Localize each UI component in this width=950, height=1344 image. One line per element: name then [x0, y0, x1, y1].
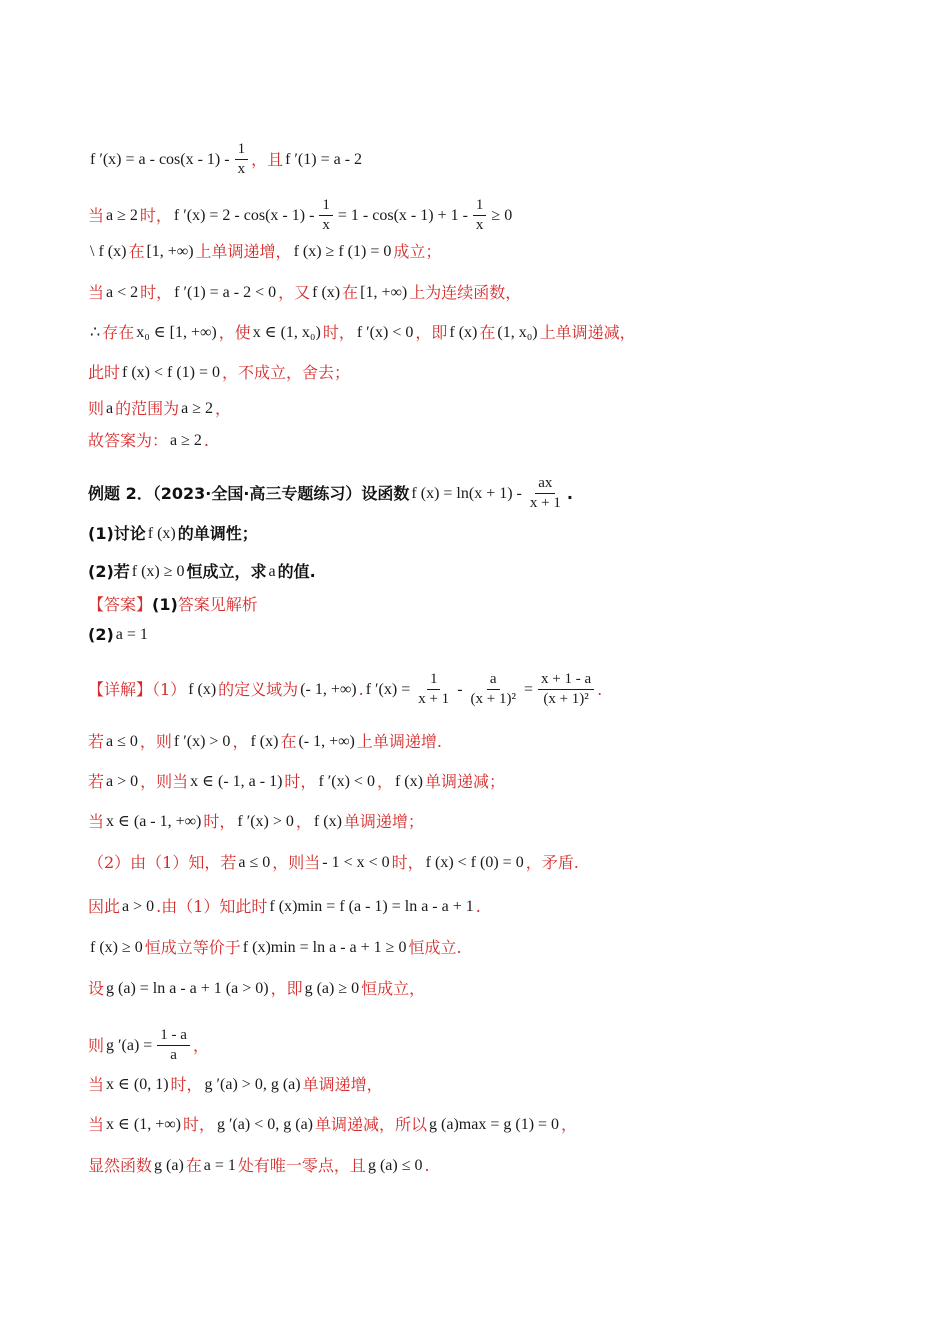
text: ，: [192, 1035, 209, 1055]
math: a ≥ 2: [106, 206, 138, 224]
g-increasing-line: [88, 1074, 383, 1096]
text: 恒成立.: [408, 938, 462, 957]
text: 上单调递增.: [356, 732, 442, 751]
math: a > 0: [106, 773, 139, 790]
text: ，又: [278, 283, 311, 302]
math: f ′(x) < 0: [318, 773, 375, 790]
text: 【答案】: [88, 595, 153, 614]
math: f ′(1) = a - 2 < 0: [174, 284, 277, 301]
text: 处有唯一零点，且: [237, 1156, 366, 1175]
math: f ′(x) > 0: [237, 813, 294, 830]
text: 单调递增，: [302, 1075, 383, 1094]
text: 时，: [140, 283, 173, 302]
answer-2-line: [88, 624, 150, 646]
math: x ∈ (0, 1): [106, 1076, 169, 1093]
text: 时，: [139, 205, 172, 225]
math: \: [90, 243, 95, 260]
math: a < 2: [106, 284, 139, 301]
math: a ≤ 0: [106, 733, 138, 750]
text: 若: [88, 772, 105, 791]
math: f (x) ≥ 0: [90, 939, 143, 956]
text: ，即: [270, 979, 303, 998]
math: f ′(1) = a - 2: [285, 150, 363, 168]
math: (- 1, +∞): [300, 680, 357, 698]
text: （2）由（1）知，若: [88, 853, 237, 872]
text: 恒成立，求: [186, 562, 267, 581]
math: f (x): [188, 680, 217, 698]
fraction: $\frac{1 - a}{a}$: [157, 1026, 190, 1065]
math: g (a)max = g (1) = 0: [429, 1116, 560, 1133]
math: x ∈ (a - 1, +∞): [106, 813, 202, 830]
text: 上单调递减，: [539, 323, 636, 342]
fraction: $\frac{x + 1 - a}{\text{(x + 1)²}}$: [538, 670, 594, 709]
text: .由（1）知此时: [156, 897, 268, 916]
text: 在: [342, 283, 359, 302]
math: x ∈ (1, x₀): [252, 324, 321, 341]
math: a ≤ 0: [238, 854, 271, 871]
case-a-le-0-line: [88, 731, 442, 753]
g-decreasing-line: [88, 1114, 577, 1136]
math: a ≥ 2: [170, 432, 202, 449]
text: ，: [232, 732, 249, 751]
math: f (x): [313, 813, 342, 830]
fraction: $\frac{ax}{x + 1}$: [529, 475, 561, 511]
text: (2)若: [88, 562, 130, 581]
math: f (x): [394, 773, 423, 790]
math: ∴: [90, 324, 101, 341]
text: 上单调递增，: [195, 242, 292, 261]
text: ，使: [218, 323, 251, 342]
minimum-line: [88, 896, 481, 918]
text: 时，: [322, 323, 355, 342]
fraction: $\frac{1}{x}$: [235, 140, 249, 179]
case-a-ge-2-line: [88, 196, 514, 235]
exists-x0-line: [88, 322, 636, 344]
text: 当: [88, 205, 105, 225]
math: f ′(x) =: [365, 680, 411, 698]
heading-text: 例题 2．（2023·全国·高三专题练习）设函数: [88, 483, 410, 503]
math: g (a): [154, 1157, 184, 1174]
heading-text: .: [566, 483, 573, 503]
math: f ′(x) = a - cos(x - 1) -: [90, 150, 230, 168]
fraction: $\frac{1}{x}$: [319, 196, 333, 235]
text: ，: [215, 399, 232, 418]
text: ，即: [415, 323, 448, 342]
define-g-line: [88, 978, 425, 1000]
math: f (x) < f (1) = 0: [122, 364, 221, 381]
math: =: [523, 680, 533, 698]
text: 答案见解析: [177, 595, 258, 614]
text: (1)讨论: [88, 524, 146, 543]
text: .: [597, 679, 603, 699]
detail-line: [88, 670, 602, 709]
math: f (x)min = f (a - 1) = ln a - a + 1: [269, 898, 474, 915]
text: 当: [88, 1075, 105, 1094]
text: 在: [479, 323, 496, 342]
text: 故答案为：: [88, 431, 169, 450]
math: [1, +∞): [360, 284, 408, 301]
increasing-part-line: [88, 811, 424, 833]
range-line: [88, 398, 231, 420]
text: 的值.: [277, 562, 316, 581]
conclusion-line: [88, 1155, 430, 1177]
text: 的范围为: [115, 399, 180, 418]
math: f (x) < f (0) = 0: [425, 854, 524, 871]
text: 单调递增；: [343, 812, 424, 831]
math: f ′(x) > 0: [173, 733, 231, 750]
math: f (x): [250, 733, 279, 750]
text: 单调递减；: [424, 772, 505, 791]
text: 时，: [170, 1075, 203, 1094]
math: a: [268, 563, 276, 580]
text: 此时: [88, 363, 121, 382]
text: 的定义域为: [218, 679, 299, 699]
derivative-line: [88, 140, 364, 179]
text: 时，: [182, 1115, 215, 1134]
text: 当: [88, 812, 105, 831]
math: ≥ 0: [491, 206, 513, 224]
text: 恒成立等价于: [144, 938, 241, 957]
text: .: [475, 897, 481, 916]
increasing-line: [88, 241, 441, 263]
case-a-lt-2-line: [88, 282, 521, 304]
math: a > 0: [122, 898, 155, 915]
text: 上为连续函数，: [409, 283, 522, 302]
fraction: $\frac{1}{x}$: [473, 196, 487, 235]
math: g (a) ≥ 0: [304, 980, 360, 997]
question-2: [88, 561, 316, 583]
math: a = 1: [203, 1157, 236, 1174]
math: f ′(x) < 0: [356, 324, 414, 341]
text: 当: [88, 283, 105, 302]
math: g ′(a) > 0, g (a): [204, 1076, 301, 1093]
math: x₀ ∈ [1, +∞): [136, 324, 217, 341]
math: (1, x₀): [497, 324, 538, 341]
fraction: $\frac{a}{\text{(x + 1)²}}$: [470, 671, 516, 707]
text: .: [424, 1156, 430, 1175]
text: .: [203, 431, 209, 450]
fraction: $\frac{1}{x + 1}$: [418, 671, 450, 707]
math: -: [457, 680, 463, 698]
example-2-heading: [88, 474, 573, 513]
text: 【详解】（1）: [88, 679, 187, 699]
text: 在: [185, 1156, 202, 1175]
math: f (x): [449, 324, 478, 341]
text: ，则当: [272, 853, 321, 872]
answer-label-line: [88, 594, 258, 616]
text: ，: [561, 1115, 578, 1134]
math: g ′(a) =: [106, 1036, 153, 1054]
text: ，则: [139, 732, 172, 751]
text: 在: [128, 242, 145, 261]
text: 若: [88, 732, 105, 751]
text: 的单调性；: [177, 524, 258, 543]
math: - 1 < x < 0: [322, 854, 390, 871]
math: g ′(a) < 0, g (a): [216, 1116, 314, 1133]
math: a = 1: [115, 626, 148, 643]
text: 存在: [102, 323, 135, 342]
text: ，且: [251, 149, 284, 169]
math: f (x) ≥ f (1) = 0: [293, 243, 392, 260]
math: g (a) ≤ 0: [367, 1157, 423, 1174]
math: = 1 - cos(x - 1) + 1 -: [337, 206, 468, 224]
text: ，: [376, 772, 393, 791]
text: 单调递减，所以: [315, 1115, 428, 1134]
math: (- 1, +∞): [298, 733, 355, 750]
text: 时，: [391, 853, 424, 872]
math: x ∈ (- 1, a - 1): [190, 773, 283, 790]
part-2-line: [88, 852, 579, 874]
math: x ∈ (1, +∞): [106, 1116, 181, 1133]
text: 恒成立，: [361, 979, 426, 998]
math: f (x): [98, 243, 127, 260]
text: ，矛盾.: [525, 853, 579, 872]
math: f (x) = ln(x + 1) -: [411, 484, 522, 502]
text: 因此: [88, 897, 121, 916]
text: ，则当: [140, 772, 189, 791]
text: 则: [88, 1035, 105, 1055]
math: f (x): [312, 284, 341, 301]
math: a: [106, 400, 114, 417]
text: 时，: [284, 772, 317, 791]
text: ，: [295, 812, 312, 831]
math: g (a) = ln a - a + 1 (a > 0): [106, 980, 269, 997]
contradiction-line: [88, 362, 350, 384]
text: (2): [88, 625, 114, 644]
answer-line: [88, 430, 209, 452]
math: f (x)min = ln a - a + 1 ≥ 0: [242, 939, 407, 956]
text: (1): [152, 595, 178, 614]
equivalence-line: [88, 937, 462, 959]
text: 在: [280, 732, 297, 751]
text: .: [358, 679, 364, 699]
question-1: [88, 523, 258, 545]
math: f (x) ≥ 0: [131, 563, 185, 580]
case-a-gt-0-line: [88, 771, 505, 793]
text: 时，: [203, 812, 236, 831]
text: ，不成立，舍去；: [222, 363, 351, 382]
text: 当: [88, 1115, 105, 1134]
math: [1, +∞): [146, 243, 194, 260]
math: f ′(x) = 2 - cos(x - 1) -: [173, 206, 315, 224]
math: a ≥ 2: [181, 400, 214, 417]
text: 成立；: [393, 242, 442, 261]
g-derivative-line: [88, 1026, 209, 1065]
math: f (x): [147, 525, 176, 542]
text: 则: [88, 399, 105, 418]
text: 设: [88, 979, 105, 998]
text: 显然函数: [88, 1156, 153, 1175]
